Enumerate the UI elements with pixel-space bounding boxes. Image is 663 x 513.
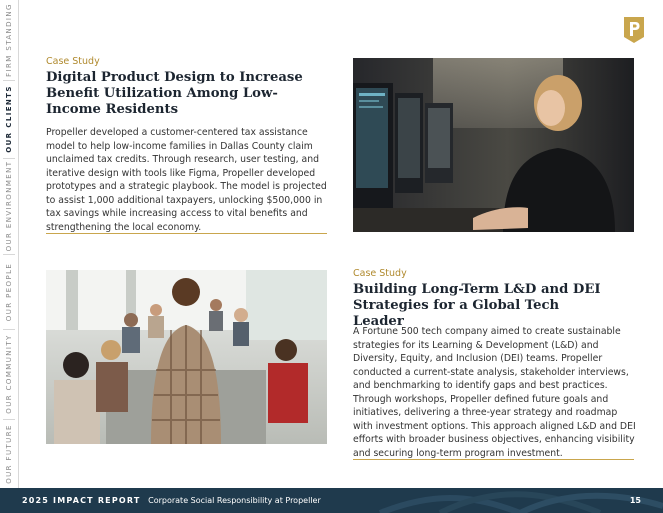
case-study-body: A Fortune 500 tech company aimed to create sustainable strategies for its Learning & Development (L&D) and Diversity, Equity, and Inclusion (DEI) teams. Propeller conducted a current-state analysis, stakeholder interviews, and benchmarking to identify gaps and best practices. Through workshops, Propeller defined future goals and initiatives, delivering a three-year strategy and roadmap with investment options. This approach aligned L&D and DEI efforts with broader business objectives, enhancing visibility and securing long-term program investment. xyxy=(353,326,636,459)
nav-item-our-environment[interactable]: OUR ENVIRONMENT xyxy=(5,160,13,252)
photo-woman-at-computer xyxy=(353,58,634,232)
case-study-body: Propeller developed a customer-centered tax assistance model to help low-income families in Dallas County claim unclaimed tax credits. Through research, user testing, and iterative design with tools like Figma, Propeller developed prototypes and a strategic playbook. The model is projected to assist 1,000 additional taxpayers, unlocking $500,000 in tax savings while increasing access to vital benefits and strengthening the local economy. xyxy=(46,127,327,233)
page-number: 15 xyxy=(629,496,641,505)
divider xyxy=(46,233,327,234)
nav-item-firm-standing[interactable]: FIRM STANDING xyxy=(5,3,13,77)
page-footer xyxy=(0,488,663,513)
case-study-title: Digital Product Design to Increase Benefit Utilization Among Low-Income Residents xyxy=(46,70,303,117)
footer-subtitle: Corporate Social Responsibility at Propeller xyxy=(148,496,321,505)
nav-item-our-people[interactable]: OUR PEOPLE xyxy=(5,262,13,321)
side-nav xyxy=(0,0,19,488)
case-study-label: Case Study xyxy=(353,268,407,279)
case-study-title: Building Long-Term L&D and DEI Strategies for a Global Tech Leader xyxy=(353,282,601,329)
nav-item-our-community[interactable]: OUR COMMUNITY xyxy=(5,334,13,414)
propeller-logo-icon xyxy=(624,17,644,43)
divider xyxy=(353,459,634,460)
nav-item-our-clients[interactable]: OUR CLIENTS xyxy=(5,85,13,153)
nav-item-our-future[interactable]: OUR FUTURE xyxy=(5,423,13,484)
photo-workshop-group xyxy=(46,270,327,444)
footer-report-title: 2025 IMPACT REPORT xyxy=(22,496,141,505)
case-study-label: Case Study xyxy=(46,56,100,67)
